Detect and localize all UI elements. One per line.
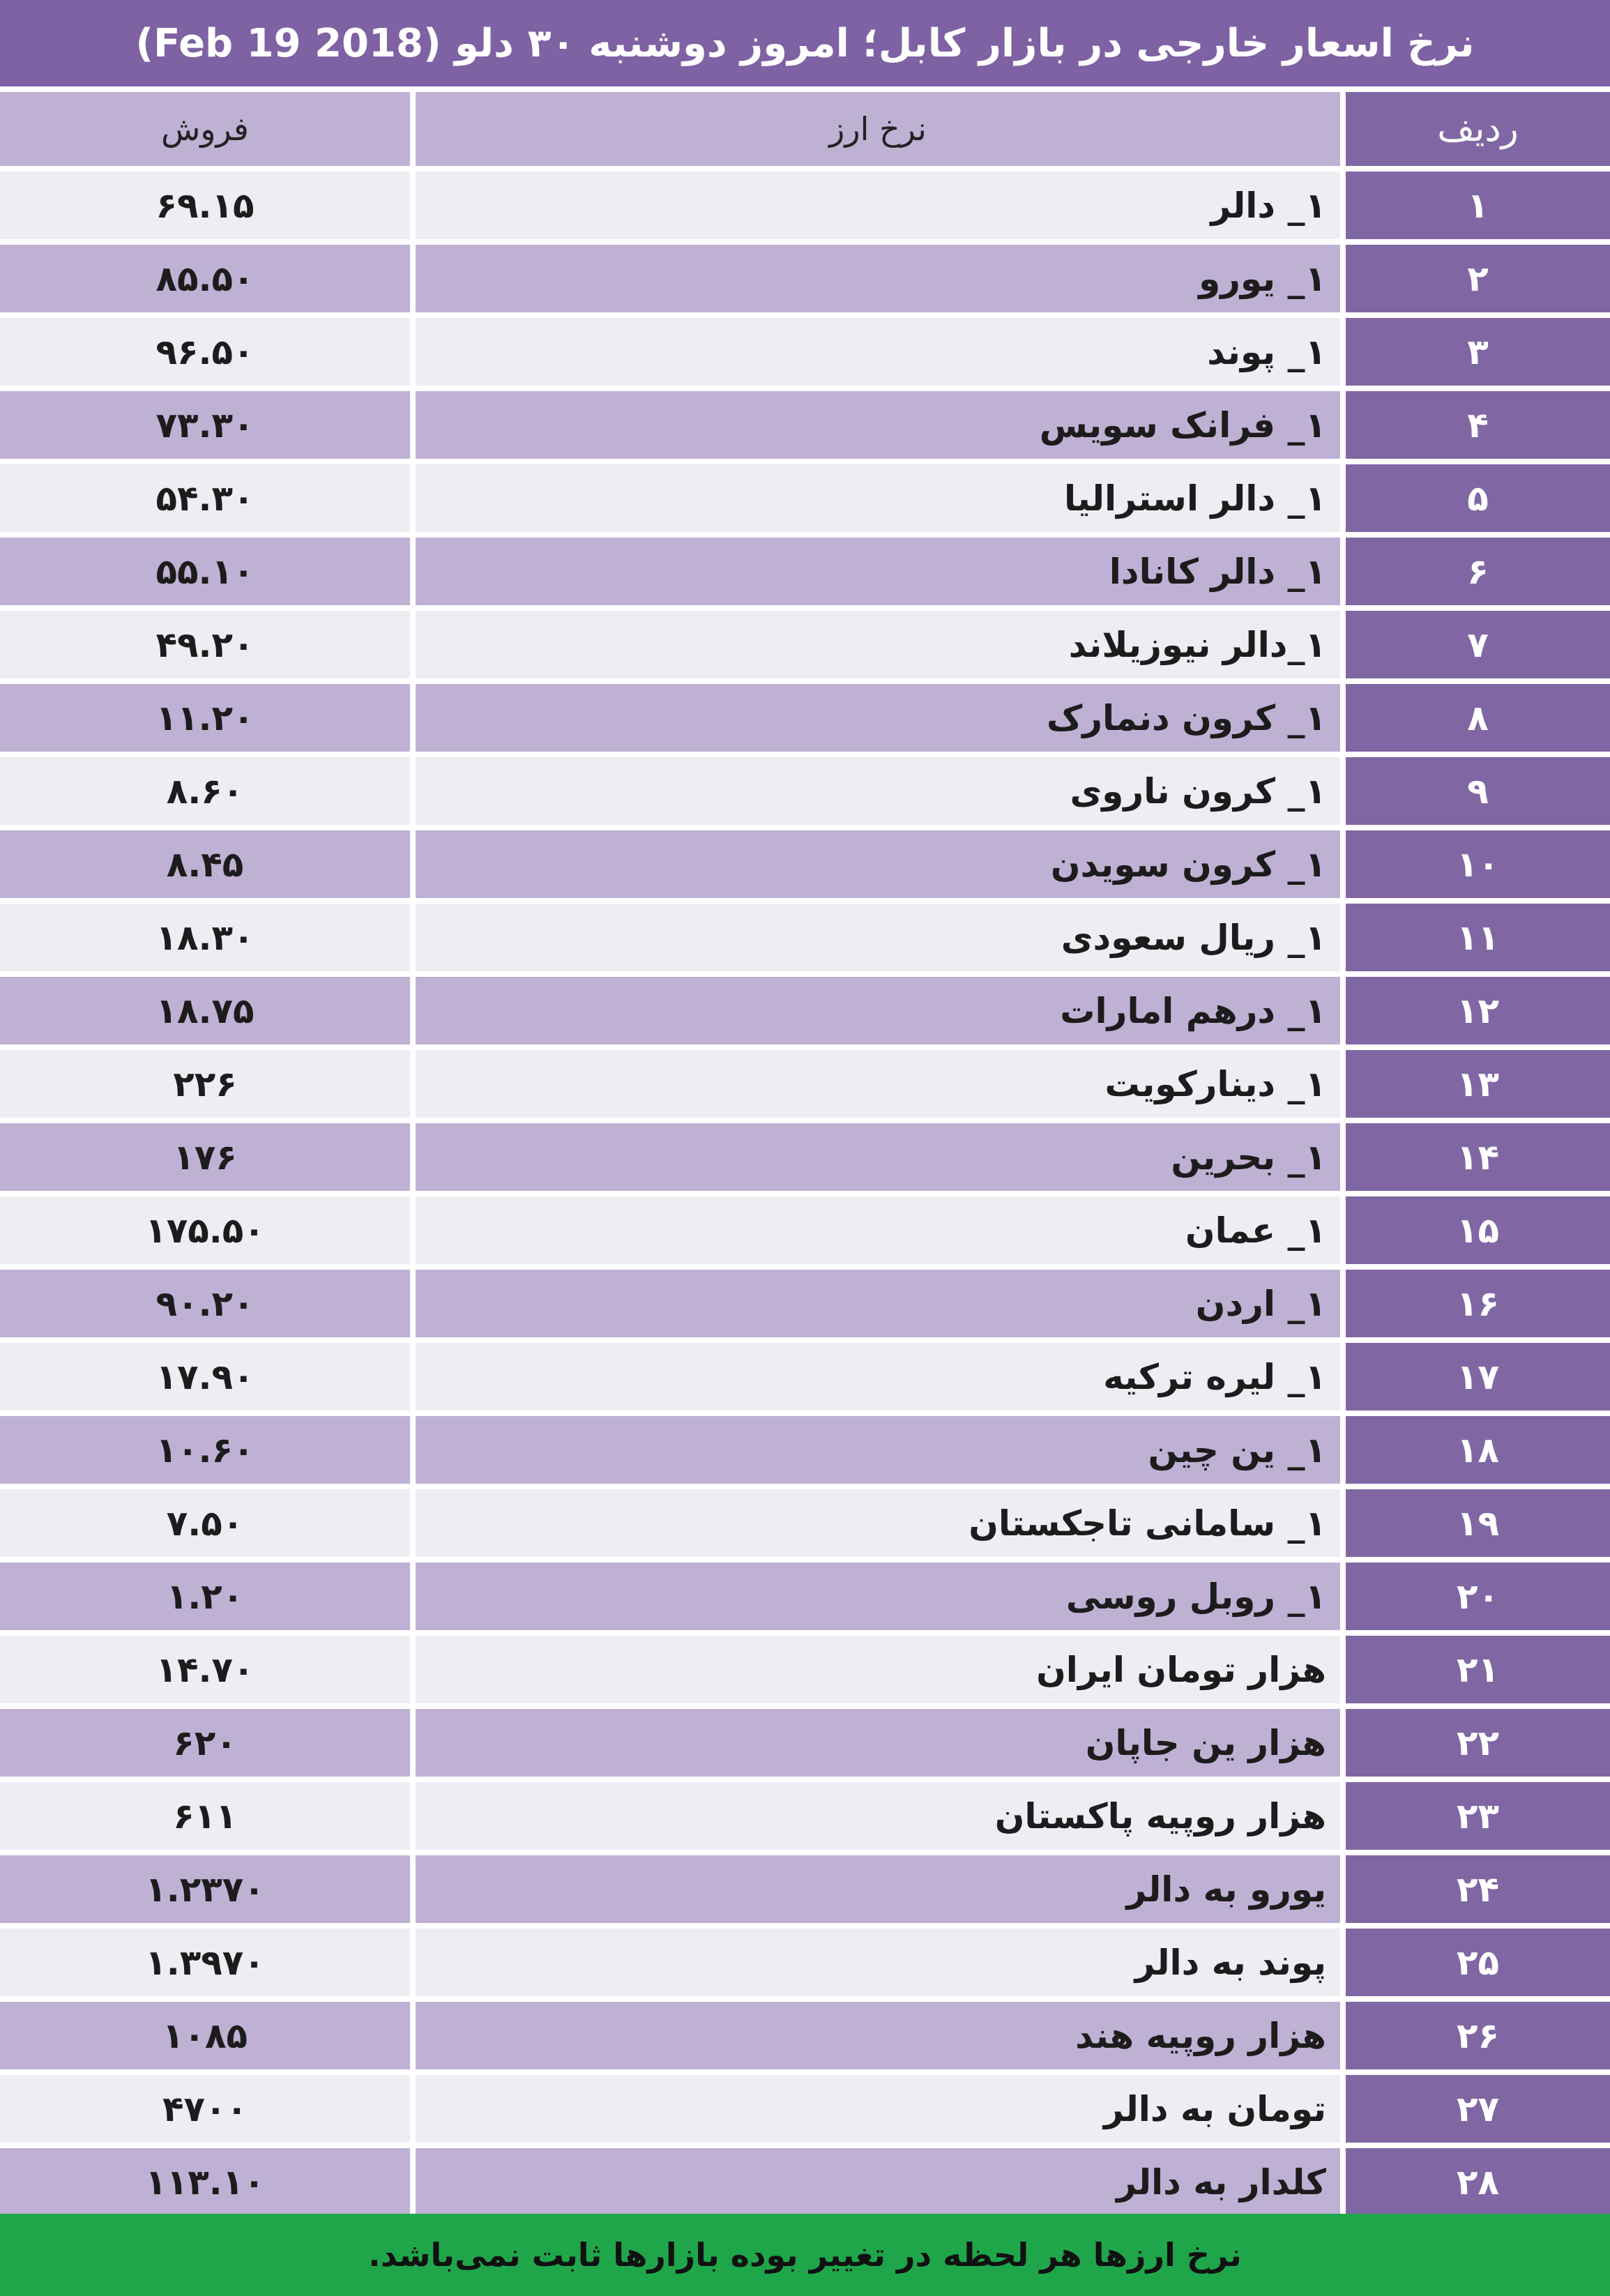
sell-cell: ۱.۳۹۷۰ [0, 1929, 410, 1996]
index-cell: ۲ [1346, 245, 1610, 312]
sell-cell: ۸.۴۵ [0, 830, 410, 898]
index-cell: ۱۴ [1346, 1123, 1610, 1191]
sell-cell: ۲۲۶ [0, 1050, 410, 1118]
currency-cell: یورو به دالر [416, 1855, 1340, 1923]
currency-cell: کلدار به دالر [416, 2148, 1340, 2216]
index-cell: ۲۷ [1346, 2075, 1610, 2143]
index-cell: ۱۶ [1346, 1270, 1610, 1337]
table-row [0, 678, 1610, 752]
sell-cell: ۱۷۵.۵۰ [0, 1196, 410, 1264]
currency-cell: ۱_ درهم امارات [416, 977, 1340, 1044]
table-row [0, 1118, 1610, 1191]
table-row [0, 239, 1610, 312]
sell-cell: ۵۵.۱۰ [0, 538, 410, 605]
table-row [0, 2069, 1610, 2143]
index-cell: ۱۲ [1346, 977, 1610, 1044]
currency-cell: ۱_ سامانی تاجکستان [416, 1489, 1340, 1557]
currency-cell: ۱_ ریال سعودی [416, 904, 1340, 971]
index-cell: ۵ [1346, 464, 1610, 532]
index-cell: ۲۳ [1346, 1782, 1610, 1850]
currency-cell: هزار روپیه پاکستان [416, 1782, 1340, 1850]
sell-cell: ۱۸.۷۵ [0, 977, 410, 1044]
table-row [0, 1044, 1610, 1118]
index-cell: ۲۸ [1346, 2148, 1610, 2216]
sell-cell: ۱۱۳.۱۰ [0, 2148, 410, 2216]
currency-cell: ۱_ یورو [416, 245, 1340, 312]
header-index: ردیف [1346, 92, 1610, 166]
sell-cell: ۱۴.۷۰ [0, 1636, 410, 1703]
sell-cell: ۱۰.۶۰ [0, 1416, 410, 1484]
sell-cell: ۱۷.۹۰ [0, 1343, 410, 1411]
table-row [0, 386, 1610, 459]
sell-cell: ۱۷۶ [0, 1123, 410, 1191]
sell-cell: ۴۷۰۰ [0, 2075, 410, 2143]
sell-cell: ۶۲۰ [0, 1709, 410, 1777]
index-cell: ۲۱ [1346, 1636, 1610, 1703]
currency-cell: ۱_ لیره ترکیه [416, 1343, 1340, 1411]
table-row [0, 1777, 1610, 1850]
index-cell: ۴ [1346, 391, 1610, 459]
index-cell: ۲۰ [1346, 1563, 1610, 1630]
index-cell: ۱ [1346, 172, 1610, 239]
index-cell: ۸ [1346, 684, 1610, 752]
index-cell: ۲۶ [1346, 2002, 1610, 2069]
currency-cell: هزار ین جاپان [416, 1709, 1340, 1777]
index-cell: ۱۸ [1346, 1416, 1610, 1484]
currency-cell: ۱_ کرون دنمارک [416, 684, 1340, 752]
sell-cell: ۵۴.۳۰ [0, 464, 410, 532]
sell-cell: ۹۰.۲۰ [0, 1270, 410, 1337]
header-sell: فروش [0, 92, 410, 166]
table-row [0, 1484, 1610, 1557]
currency-cell: ۱_ پوند [416, 318, 1340, 386]
index-cell: ۱۳ [1346, 1050, 1610, 1118]
index-cell: ۱۹ [1346, 1489, 1610, 1557]
table-row [0, 1996, 1610, 2069]
index-cell: ۱۷ [1346, 1343, 1610, 1411]
index-cell: ۱۵ [1346, 1196, 1610, 1264]
index-cell: ۳ [1346, 318, 1610, 386]
currency-cell: ۱_ دالر کانادا [416, 538, 1340, 605]
sell-cell: ۴۹.۲۰ [0, 611, 410, 678]
sell-cell: ۶۱۱ [0, 1782, 410, 1850]
table-row [0, 971, 1610, 1044]
currency-cell: ۱_ فرانک سویس [416, 391, 1340, 459]
sell-cell: ۱۸.۳۰ [0, 904, 410, 971]
currency-cell: ۱_ دالر [416, 172, 1340, 239]
currency-cell: ۱_ دینارکویت [416, 1050, 1340, 1118]
currency-cell: ۱_ اردن [416, 1270, 1340, 1337]
currency-cell: ۱_ روبل روسی [416, 1563, 1340, 1630]
index-cell: ۹ [1346, 757, 1610, 825]
footer-note: نرخ ارزها هر لحظه در تغییر بوده بازارها ثابت نمی‌باشد. [0, 2214, 1610, 2296]
table-row [0, 1703, 1610, 1777]
index-cell: ۱۰ [1346, 830, 1610, 898]
index-cell: ۲۵ [1346, 1929, 1610, 1996]
currency-cell: ۱_دالر نیوزیلاند [416, 611, 1340, 678]
table-row [0, 312, 1610, 386]
currency-cell: ۱_ کرون ناروی [416, 757, 1340, 825]
table-row [0, 1337, 1610, 1411]
currency-cell: ۱_ کرون سویدن [416, 830, 1340, 898]
table-row [0, 1630, 1610, 1703]
table-row [0, 898, 1610, 971]
table-row [0, 2143, 1610, 2216]
table-row [0, 1557, 1610, 1630]
currency-cell: تومان به دالر [416, 2075, 1340, 2143]
sell-cell: ۱۰۸۵ [0, 2002, 410, 2069]
table-row [0, 459, 1610, 532]
table-row [0, 166, 1610, 239]
index-cell: ۱۱ [1346, 904, 1610, 971]
sell-cell: ۱.۲۰ [0, 1563, 410, 1630]
table-row [0, 825, 1610, 898]
table-row [0, 752, 1610, 825]
sell-cell: ۶۹.۱۵ [0, 172, 410, 239]
currency-cell: ۱_ عمان [416, 1196, 1340, 1264]
header-currency: نرخ ارز [416, 92, 1340, 166]
currency-cell: هزار روپیه هند [416, 2002, 1340, 2069]
currency-cell: پوند به دالر [416, 1929, 1340, 1996]
table-row [0, 1191, 1610, 1264]
sell-cell: ۸۵.۵۰ [0, 245, 410, 312]
table-header-row [0, 86, 1610, 166]
sell-cell: ۱.۲۳۷۰ [0, 1855, 410, 1923]
exchange-rate-table [0, 86, 1610, 2216]
currency-cell: ۱_ ین چین [416, 1416, 1340, 1484]
index-cell: ۶ [1346, 538, 1610, 605]
currency-cell: هزار تومان ایران [416, 1636, 1340, 1703]
currency-cell: ۱_ بحرین [416, 1123, 1340, 1191]
table-row [0, 605, 1610, 678]
table-row [0, 1411, 1610, 1484]
sell-cell: ۸.۶۰ [0, 757, 410, 825]
index-cell: ۲۴ [1346, 1855, 1610, 1923]
sell-cell: ۷۳.۳۰ [0, 391, 410, 459]
currency-cell: ۱_ دالر استرالیا [416, 464, 1340, 532]
page-title: نرخ اسعار خارجی در بازار کابل؛ امروز دوشنبه ۳۰ دلو (Feb 19 2018) [0, 0, 1610, 86]
table-row [0, 1264, 1610, 1337]
table-row [0, 532, 1610, 605]
sell-cell: ۹۶.۵۰ [0, 318, 410, 386]
sell-cell: ۱۱.۲۰ [0, 684, 410, 752]
sell-cell: ۷.۵۰ [0, 1489, 410, 1557]
index-cell: ۷ [1346, 611, 1610, 678]
index-cell: ۲۲ [1346, 1709, 1610, 1777]
table-row [0, 1923, 1610, 1996]
table-row [0, 1850, 1610, 1923]
